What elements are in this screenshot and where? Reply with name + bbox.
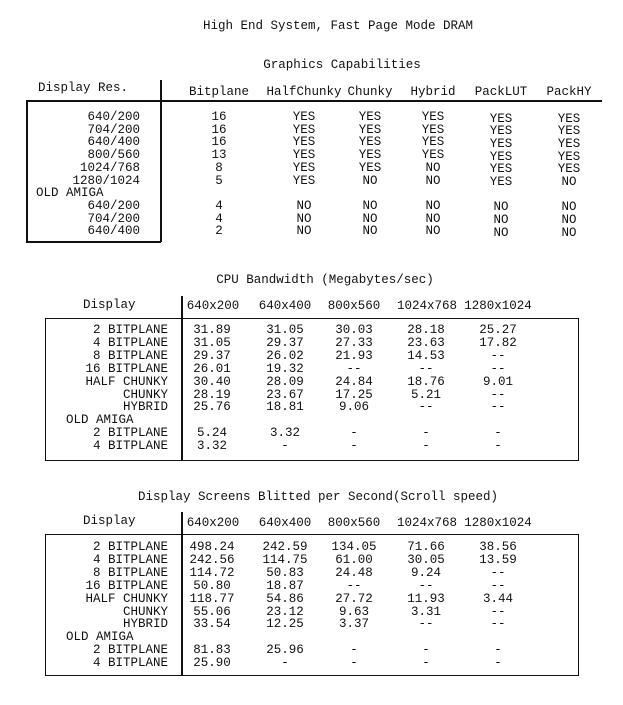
graphics-cell: 4 — [215, 198, 223, 213]
blit-cell: 55.06 — [193, 604, 231, 619]
blit-cell: - — [494, 643, 502, 658]
blit-cell: 33.54 — [193, 617, 231, 632]
cpu-row-label: 4 BITPLANE — [92, 439, 168, 454]
cpu-cell: 28.19 — [193, 387, 231, 402]
blit-cell: 114.75 — [262, 552, 308, 567]
graphics-cell: YES — [557, 124, 581, 139]
graphics-group-label: OLD AMIGA — [36, 186, 104, 201]
graphics-cell: YES — [489, 111, 513, 126]
graphics-cell: NO — [425, 211, 441, 226]
graphics-cell: NO — [493, 225, 509, 240]
blit-cell: 9.63 — [338, 604, 370, 619]
graphics-cell: YES — [489, 175, 513, 189]
cpu-row-label: 4 BITPLANE — [92, 335, 168, 350]
graphics-cell: YES — [489, 136, 513, 151]
blit-cell: - — [494, 656, 502, 671]
cpu-cell: 19.32 — [266, 361, 304, 376]
blit-group-label: OLD AMIGA — [66, 630, 134, 645]
blit-title: Display Screens Blitted per Second(Scroll speed) — [137, 490, 499, 504]
blit-cell: 61.00 — [335, 552, 373, 567]
graphics-col-header: HalfChunky — [266, 85, 342, 99]
graphics-cell: YES — [557, 111, 581, 126]
blit-cell: 9.24 — [410, 565, 442, 580]
blit-cell: -- — [490, 617, 506, 632]
graphics-cell: YES — [557, 136, 581, 151]
graphics-cell: NO — [362, 198, 378, 213]
graphics-bottom-border — [26, 241, 161, 243]
graphics-cell: NO — [561, 225, 577, 240]
graphics-cell: YES — [358, 148, 382, 163]
cpu-cell: 30.40 — [193, 374, 231, 389]
cpu-group-label: OLD AMIGA — [66, 413, 134, 428]
cpu-cell: 3.32 — [269, 426, 301, 441]
cpu-cell: 9.01 — [482, 374, 514, 389]
graphics-cell: NO — [362, 211, 378, 226]
cpu-cell: 30.03 — [335, 323, 373, 337]
graphics-cell: NO — [561, 213, 577, 228]
graphics-cell: NO — [561, 200, 577, 215]
graphics-title: Graphics Capabilities — [263, 58, 421, 72]
cpu-cell: 14.53 — [407, 348, 445, 363]
blit-cell: - — [422, 656, 430, 671]
cpu-cell: - — [350, 439, 358, 454]
graphics-cell: YES — [489, 162, 513, 177]
graphics-cell: YES — [489, 149, 513, 164]
graphics-row-label: 1280/1024 — [72, 173, 140, 188]
cpu-cell: 26.01 — [193, 361, 231, 376]
graphics-cell: 4 — [215, 211, 223, 226]
graphics-cell: 5 — [215, 173, 223, 188]
graphics-cell: NO — [493, 213, 509, 228]
blit-row-label: HYBRID — [122, 617, 168, 632]
graphics-cell: YES — [358, 135, 382, 150]
blit-cell: 50.83 — [266, 565, 304, 580]
blit-cell: -- — [418, 578, 434, 593]
cpu-cell: 23.63 — [407, 335, 445, 350]
blit-cell: 25.90 — [193, 656, 231, 671]
blit-col-header: 800x560 — [327, 516, 381, 530]
graphics-column-divider — [160, 80, 162, 242]
cpu-row-label: 2 BITPLANE — [92, 426, 168, 441]
blit-col-header: 1024x768 — [396, 516, 458, 530]
graphics-header-rule — [26, 100, 602, 102]
graphics-col-header: PackLUT — [474, 85, 528, 99]
blit-cell: 25.96 — [266, 643, 304, 658]
graphics-cell: NO — [296, 211, 312, 226]
blit-row-header: Display — [83, 514, 136, 528]
blit-cell: 242.59 — [262, 540, 308, 554]
blit-col-header: 640x200 — [186, 516, 240, 530]
graphics-cell: YES — [557, 162, 581, 177]
blit-cell: 30.05 — [407, 552, 445, 567]
cpu-col-header: 1280x1024 — [464, 299, 532, 313]
cpu-cell: 3.32 — [196, 439, 228, 454]
cpu-cell: -- — [490, 400, 506, 415]
graphics-row-label: 640/400 — [87, 224, 140, 239]
graphics-cell: NO — [493, 200, 509, 215]
blit-cell: 114.72 — [189, 565, 235, 580]
blit-col-header: 640x400 — [258, 516, 312, 530]
blit-row-label: CHUNKY — [122, 604, 168, 619]
graphics-cell: 16 — [211, 110, 227, 124]
cpu-cell: 31.05 — [193, 335, 231, 350]
blit-cell: -- — [490, 604, 506, 619]
graphics-row-label: 640/200 — [87, 110, 140, 124]
cpu-cell: 5.21 — [410, 387, 442, 402]
blit-row-label: 2 BITPLANE — [92, 643, 168, 658]
blit-row-label: 4 BITPLANE — [92, 656, 168, 671]
cpu-cell: 24.84 — [335, 374, 373, 389]
blit-cell: -- — [346, 578, 362, 593]
cpu-cell: -- — [346, 361, 362, 376]
graphics-cell: YES — [489, 124, 513, 139]
blit-cell: - — [350, 643, 358, 658]
cpu-col-header: 1024x768 — [396, 299, 458, 313]
graphics-cell: 8 — [215, 160, 223, 175]
graphics-cell: YES — [292, 160, 316, 175]
graphics-cell: NO — [296, 224, 312, 239]
cpu-cell: - — [422, 439, 430, 454]
blit-cell: 23.12 — [266, 604, 304, 619]
blit-column-divider — [181, 534, 183, 676]
cpu-cell: 29.37 — [266, 335, 304, 350]
cpu-cell: 31.05 — [266, 323, 304, 337]
graphics-cell: NO — [362, 173, 378, 188]
blit-cell: 242.56 — [189, 552, 235, 567]
cpu-cell: 27.33 — [335, 335, 373, 350]
blit-cell: 13.59 — [479, 552, 517, 567]
cpu-cell: 18.81 — [266, 400, 304, 415]
cpu-cell: 21.93 — [335, 348, 373, 363]
blit-cell: - — [350, 656, 358, 671]
cpu-cell: - — [350, 426, 358, 441]
blit-cell: 12.25 — [266, 617, 304, 632]
graphics-cell: NO — [561, 175, 577, 189]
cpu-cell: -- — [418, 400, 434, 415]
blit-row-label: HALF CHUNKY — [85, 591, 168, 606]
graphics-cell: YES — [421, 122, 445, 137]
blit-row-label: 16 BITPLANE — [85, 578, 168, 593]
cpu-col-header: 800x560 — [327, 299, 381, 313]
blit-header-divider — [181, 512, 183, 535]
graphics-row-label: 800/560 — [87, 148, 140, 163]
cpu-row-header: Display — [83, 298, 136, 312]
graphics-cell: NO — [362, 224, 378, 239]
cpu-cell: -- — [490, 348, 506, 363]
blit-cell: -- — [490, 565, 506, 580]
cpu-row-label: 2 BITPLANE — [92, 323, 168, 337]
cpu-row-label: HYBRID — [122, 400, 168, 415]
blit-cell: - — [281, 656, 289, 671]
cpu-cell: 18.76 — [407, 374, 445, 389]
graphics-row-label: 1024/768 — [79, 160, 140, 175]
blit-cell: 498.24 — [189, 540, 235, 554]
cpu-cell: 26.02 — [266, 348, 304, 363]
graphics-cell: YES — [292, 173, 316, 188]
graphics-cell: NO — [425, 173, 441, 188]
graphics-cell: 16 — [211, 135, 227, 150]
blit-cell: 71.66 — [407, 540, 445, 554]
cpu-row-label: 16 BITPLANE — [85, 361, 168, 376]
graphics-row-label: 640/400 — [87, 135, 140, 150]
cpu-cell: -- — [490, 361, 506, 376]
graphics-cell: YES — [358, 122, 382, 137]
cpu-column-divider — [181, 318, 183, 461]
cpu-cell: -- — [490, 387, 506, 402]
graphics-cell: NO — [425, 224, 441, 239]
cpu-cell: 23.67 — [266, 387, 304, 402]
graphics-cell: YES — [421, 148, 445, 163]
graphics-col-header: Bitplane — [188, 85, 250, 99]
cpu-cell: 17.82 — [479, 335, 517, 350]
cpu-header-divider — [181, 296, 183, 319]
graphics-cell: 16 — [211, 122, 227, 137]
graphics-col-header: Hybrid — [410, 85, 456, 99]
blit-cell: 3.37 — [338, 617, 370, 632]
cpu-cell: 17.25 — [335, 387, 373, 402]
graphics-cell: YES — [292, 148, 316, 163]
cpu-cell: - — [494, 426, 502, 441]
blit-cell: -- — [418, 617, 434, 632]
graphics-col-header: PackHY — [546, 85, 592, 99]
graphics-cell: YES — [421, 110, 445, 124]
graphics-cell: YES — [292, 110, 316, 124]
cpu-cell: -- — [418, 361, 434, 376]
cpu-col-header: 640x200 — [186, 299, 240, 313]
cpu-cell: - — [422, 426, 430, 441]
cpu-cell: - — [494, 439, 502, 454]
cpu-cell: 28.09 — [266, 374, 304, 389]
cpu-row-label: 8 BITPLANE — [92, 348, 168, 363]
cpu-row-label: HALF CHUNKY — [85, 374, 168, 389]
graphics-cell: YES — [557, 149, 581, 164]
cpu-cell: 28.18 — [407, 323, 445, 337]
cpu-cell: 25.76 — [193, 400, 231, 415]
blit-cell: 24.48 — [335, 565, 373, 580]
graphics-cell: NO — [425, 198, 441, 213]
cpu-row-label: CHUNKY — [122, 387, 168, 402]
blit-cell: 11.93 — [407, 591, 445, 606]
graphics-col-header: Chunky — [347, 85, 393, 99]
blit-cell: 81.83 — [193, 643, 231, 658]
graphics-cell: YES — [358, 160, 382, 175]
blit-cell: 54.86 — [266, 591, 304, 606]
graphics-cell: YES — [421, 135, 445, 150]
graphics-cell: NO — [296, 198, 312, 213]
graphics-cell: YES — [292, 122, 316, 137]
blit-cell: 3.31 — [410, 604, 442, 619]
graphics-row-header: Display Res. — [38, 81, 129, 95]
cpu-cell: - — [281, 439, 289, 454]
graphics-row-label: 704/200 — [87, 122, 140, 137]
graphics-cell: 2 — [215, 224, 223, 239]
graphics-cell: YES — [292, 135, 316, 150]
graphics-cell: 13 — [211, 148, 227, 163]
cpu-col-header: 640x400 — [258, 299, 312, 313]
blit-col-header: 1280x1024 — [464, 516, 532, 530]
blit-cell: 134.05 — [331, 540, 377, 554]
graphics-row-label: 640/200 — [87, 198, 140, 213]
blit-row-label: 4 BITPLANE — [92, 552, 168, 567]
graphics-left-border — [26, 100, 28, 242]
cpu-title: CPU Bandwidth (Megabytes/sec) — [216, 273, 434, 287]
blit-cell: 18.87 — [266, 578, 304, 593]
blit-cell: - — [422, 643, 430, 658]
blit-cell: 118.77 — [189, 591, 235, 606]
blit-row-label: 2 BITPLANE — [92, 540, 168, 554]
graphics-row-label: 704/200 — [87, 211, 140, 226]
blit-cell: 38.56 — [479, 540, 517, 554]
cpu-cell: 25.27 — [479, 323, 517, 337]
graphics-cell: NO — [425, 160, 441, 175]
cpu-cell: 31.89 — [193, 323, 231, 337]
cpu-cell: 5.24 — [196, 426, 228, 441]
cpu-cell: 29.37 — [193, 348, 231, 363]
page-title: High End System, Fast Page Mode DRAM — [202, 19, 474, 33]
blit-row-label: 8 BITPLANE — [92, 565, 168, 580]
blit-cell: 3.44 — [482, 591, 514, 606]
blit-cell: 50.80 — [193, 578, 231, 593]
blit-cell: -- — [490, 578, 506, 593]
cpu-cell: 9.06 — [338, 400, 370, 415]
graphics-cell: YES — [358, 110, 382, 124]
blit-cell: 27.72 — [335, 591, 373, 606]
